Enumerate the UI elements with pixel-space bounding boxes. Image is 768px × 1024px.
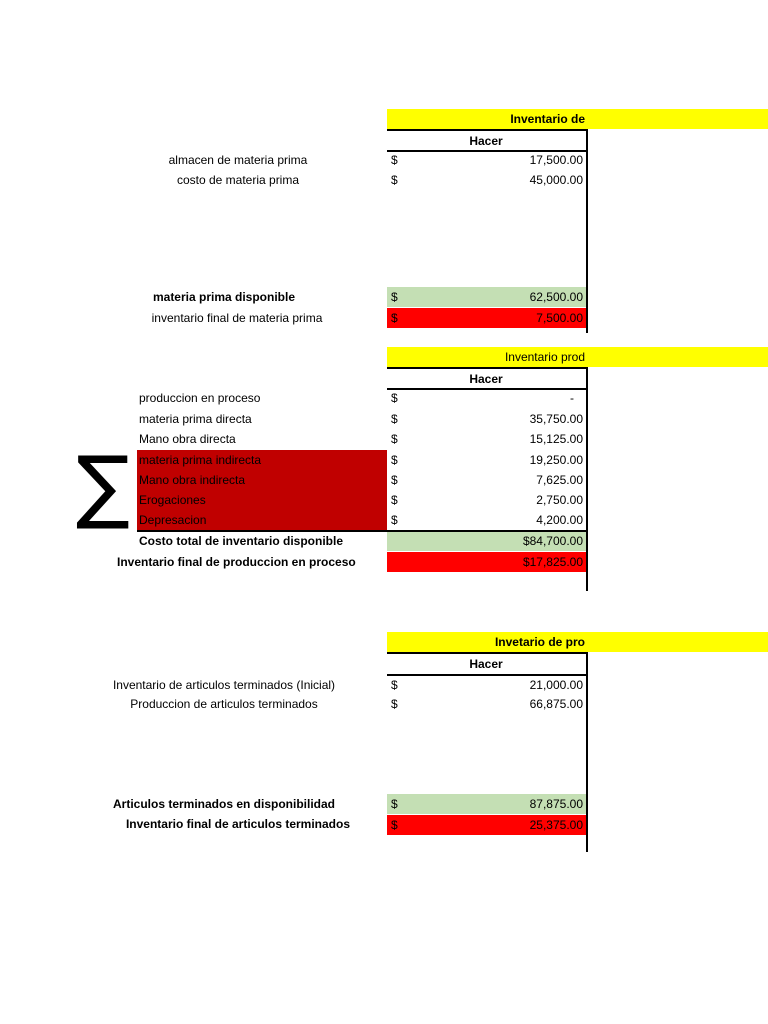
section3-subheader: Hacer: [469, 657, 503, 671]
section1-row-currency: $: [391, 173, 398, 187]
section2-right-border: [586, 367, 588, 591]
section3-total-amount: 87,875.00: [529, 797, 583, 811]
section1-final-amount: 7,500.00: [536, 311, 583, 325]
section2-row-label: Mano obra directa: [139, 432, 236, 446]
section3-final-label: Inventario final de articulos terminados: [125, 817, 351, 831]
section2-row-amount: 35,750.00: [529, 412, 583, 426]
section2-row-amount: -: [570, 391, 574, 405]
section1-row-currency: $: [391, 153, 398, 167]
section1-row-label: costo de materia prima: [176, 173, 300, 187]
section2-row-amount: 7,625.00: [536, 473, 583, 487]
section1-row-amount: 45,000.00: [529, 173, 583, 187]
section1-row-label: almacen de materia prima: [168, 153, 308, 167]
section2-row-label: materia prima indirecta: [139, 453, 262, 467]
section2-row-amount: 4,200.00: [536, 513, 583, 527]
section2-row-label: Mano obra indirecta: [139, 473, 246, 487]
section2-subheader: Hacer: [469, 372, 503, 386]
section3-row-label: Inventario de articulos terminados (Inicial): [112, 678, 336, 692]
section1-subheader: Hacer: [469, 134, 503, 148]
section2-row-currency: $: [391, 432, 398, 446]
section1-title: Inventario de: [510, 112, 585, 126]
section2-final-label: Inventario final de produccion en proceso: [117, 555, 356, 569]
section2-row-label: materia prima directa: [139, 412, 252, 426]
section2-row-currency: $: [391, 391, 398, 405]
section1-total-currency: $: [391, 290, 398, 304]
section1-final-label: inventario final de materia prima: [151, 311, 323, 325]
section2-final-amount: $17,825.00: [522, 555, 583, 569]
section3-total-label: Articulos terminados en disponibilidad: [112, 797, 336, 811]
section2-total-label: Costo total de inventario disponible: [139, 534, 344, 548]
section2-row-currency: $: [391, 453, 398, 467]
section3-final-amount: 25,375.00: [529, 818, 583, 832]
section2-row-currency: $: [391, 493, 398, 507]
section3-right-border: [586, 652, 588, 852]
section3-total-currency: $: [391, 797, 398, 811]
section3-row-amount: 21,000.00: [529, 678, 583, 692]
section1-total-amount: 62,500.00: [529, 290, 583, 304]
summation-symbol: ∑: [76, 439, 130, 532]
section3-row-currency: $: [391, 678, 398, 692]
section2-title: Inventario prod: [504, 350, 585, 364]
section2-row-amount: 15,125.00: [529, 432, 583, 446]
section2-row-label: Depresacion: [139, 513, 207, 527]
section2-row-currency: $: [391, 412, 398, 426]
section2-row-amount: 2,750.00: [536, 493, 583, 507]
section2-row-amount: 19,250.00: [529, 453, 583, 467]
section1-total-label: materia prima disponible: [152, 290, 296, 304]
section3-row-amount: 66,875.00: [529, 697, 583, 711]
section2-row-currency: $: [391, 473, 398, 487]
section1-final-currency: $: [391, 311, 398, 325]
section3-row-label: Produccion de articulos terminados: [130, 697, 318, 711]
section1-row-amount: 17,500.00: [529, 153, 583, 167]
section2-row-label: produccion en proceso: [139, 391, 261, 405]
section3-final-currency: $: [391, 818, 398, 832]
section3-row-currency: $: [391, 697, 398, 711]
section1-right-border: [586, 129, 588, 333]
section2-row-label: Erogaciones: [139, 493, 206, 507]
section2-total-amount: $84,700.00: [522, 534, 583, 548]
section3-title: Invetario de pro: [494, 635, 585, 649]
section2-row-currency: $: [391, 513, 398, 527]
